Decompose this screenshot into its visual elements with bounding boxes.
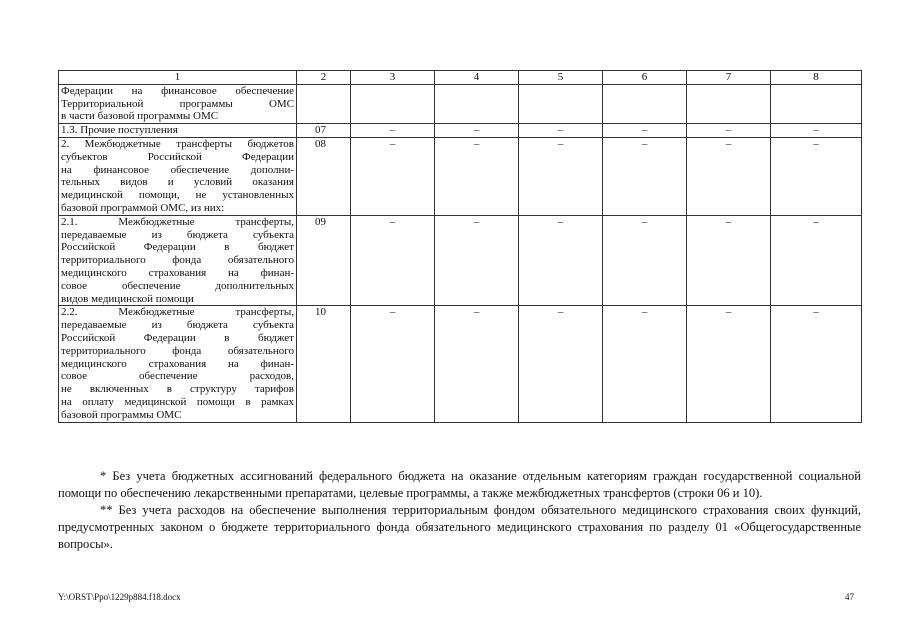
table-row bbox=[59, 84, 862, 123]
row-label-line: не включенных в структуру тарифов bbox=[61, 383, 294, 396]
cell-value: – bbox=[771, 137, 862, 215]
row-label-line: территориального фонда обязательного bbox=[61, 254, 294, 267]
row-code: 09 bbox=[297, 215, 351, 306]
row-label-line: медицинского страхования на финан- bbox=[61, 266, 294, 279]
row-label-line: на финансовое обеспечение дополни- bbox=[61, 163, 294, 176]
row-label-line: базовой программы ОМС bbox=[61, 408, 182, 421]
column-header-7: 7 bbox=[687, 71, 771, 85]
cell-value: – bbox=[351, 306, 435, 422]
row-label bbox=[59, 306, 297, 422]
cell-value: – bbox=[603, 215, 687, 306]
footnote-1: * Без учета бюджетных ассигнований федерального бюджета на оказание отдельным категориям граждан государственной социальной помощи по обеспечению лекарственными препаратами, целевые программы, а также межбюджетных трансфертов (строки 06 и 10). bbox=[58, 469, 861, 500]
row-label-line: передаваемые из бюджета субъекта bbox=[61, 228, 294, 241]
cell-value: – bbox=[771, 124, 862, 138]
row-label-line: Российской Федерации в бюджет bbox=[61, 241, 294, 254]
cell-value bbox=[603, 84, 687, 123]
cell-value bbox=[435, 84, 519, 123]
cell-value: – bbox=[771, 306, 862, 422]
row-label-line: 2.2. Межбюджетные трансферты, bbox=[61, 306, 294, 319]
cell-value: – bbox=[351, 137, 435, 215]
row-label-line: тельных видов и условий оказания bbox=[61, 176, 294, 189]
table-header-row bbox=[59, 71, 862, 85]
cell-value: – bbox=[435, 124, 519, 138]
row-label-line: Российской Федерации в бюджет bbox=[61, 331, 294, 344]
row-code: 07 bbox=[297, 124, 351, 138]
row-label-line: совое обеспечение дополнительных bbox=[61, 279, 294, 292]
column-header-5: 5 bbox=[519, 71, 603, 85]
table-row bbox=[59, 306, 862, 422]
cell-value: – bbox=[435, 137, 519, 215]
cell-value: – bbox=[687, 306, 771, 422]
table-row bbox=[59, 124, 862, 138]
row-label bbox=[59, 137, 297, 215]
row-label-line: Территориальной программы ОМС bbox=[61, 97, 294, 110]
row-label bbox=[59, 84, 297, 123]
table-row bbox=[59, 137, 862, 215]
cell-value: – bbox=[771, 215, 862, 306]
cell-value bbox=[687, 84, 771, 123]
file-path: Y:\ORST\Ppo\1229p884.f18.docx bbox=[58, 592, 181, 602]
cell-value: – bbox=[603, 124, 687, 138]
page-number: 47 bbox=[845, 592, 854, 602]
cell-value bbox=[519, 84, 603, 123]
row-label-line: передаваемые из бюджета субъекта bbox=[61, 319, 294, 332]
row-label bbox=[59, 215, 297, 306]
cell-value: – bbox=[603, 137, 687, 215]
row-code: 10 bbox=[297, 306, 351, 422]
cell-value bbox=[771, 84, 862, 123]
column-header-3: 3 bbox=[351, 71, 435, 85]
cell-value: – bbox=[519, 124, 603, 138]
cell-value: – bbox=[519, 137, 603, 215]
cell-value: – bbox=[603, 306, 687, 422]
row-label-line: Федерации на финансовое обеспечение bbox=[61, 84, 294, 97]
row-code bbox=[297, 84, 351, 123]
row-label-line: в части базовой программы ОМС bbox=[61, 110, 219, 123]
footnotes bbox=[58, 468, 861, 553]
row-label-line: медицинского страхования на финан- bbox=[61, 357, 294, 370]
cell-value: – bbox=[687, 215, 771, 306]
cell-value bbox=[351, 84, 435, 123]
cell-value: – bbox=[351, 124, 435, 138]
row-label-line: территориального фонда обязательного bbox=[61, 344, 294, 357]
row-label-line: 1.3. Прочие поступления bbox=[61, 124, 178, 137]
row-code: 08 bbox=[297, 137, 351, 215]
data-table bbox=[58, 70, 862, 423]
row-label-line: совое обеспечение расходов, bbox=[61, 370, 294, 383]
row-label-line: 2. Межбюджетные трансферты бюджетов bbox=[61, 137, 294, 150]
row-label-line: на оплату медицинской помощи в рамках bbox=[61, 395, 294, 408]
row-label-line: 2.1. Межбюджетные трансферты, bbox=[61, 215, 294, 228]
cell-value: – bbox=[687, 137, 771, 215]
cell-value: – bbox=[351, 215, 435, 306]
row-label-line: видов медицинской помощи bbox=[61, 292, 194, 305]
column-header-1: 1 bbox=[59, 71, 297, 85]
footnote-2: ** Без учета расходов на обеспечение выполнения территориальным фондом обязательного медицинского страхования своих функций, предусмотренных законом о бюджете территориального фонда обязательного медицинского страхования по разделу 01 «Общегосударственные вопросы». bbox=[58, 503, 861, 551]
column-header-2: 2 bbox=[297, 71, 351, 85]
cell-value: – bbox=[687, 124, 771, 138]
cell-value: – bbox=[435, 306, 519, 422]
cell-value: – bbox=[435, 215, 519, 306]
column-header-4: 4 bbox=[435, 71, 519, 85]
cell-value: – bbox=[519, 306, 603, 422]
row-label-line: базовой программой ОМС, из них: bbox=[61, 201, 225, 214]
row-label-line: субъектов Российской Федерации bbox=[61, 150, 294, 163]
column-header-6: 6 bbox=[603, 71, 687, 85]
row-label-line: медицинской помощи, не установленных bbox=[61, 189, 294, 202]
cell-value: – bbox=[519, 215, 603, 306]
table-row bbox=[59, 215, 862, 306]
row-label bbox=[59, 124, 297, 138]
column-header-8: 8 bbox=[771, 71, 862, 85]
